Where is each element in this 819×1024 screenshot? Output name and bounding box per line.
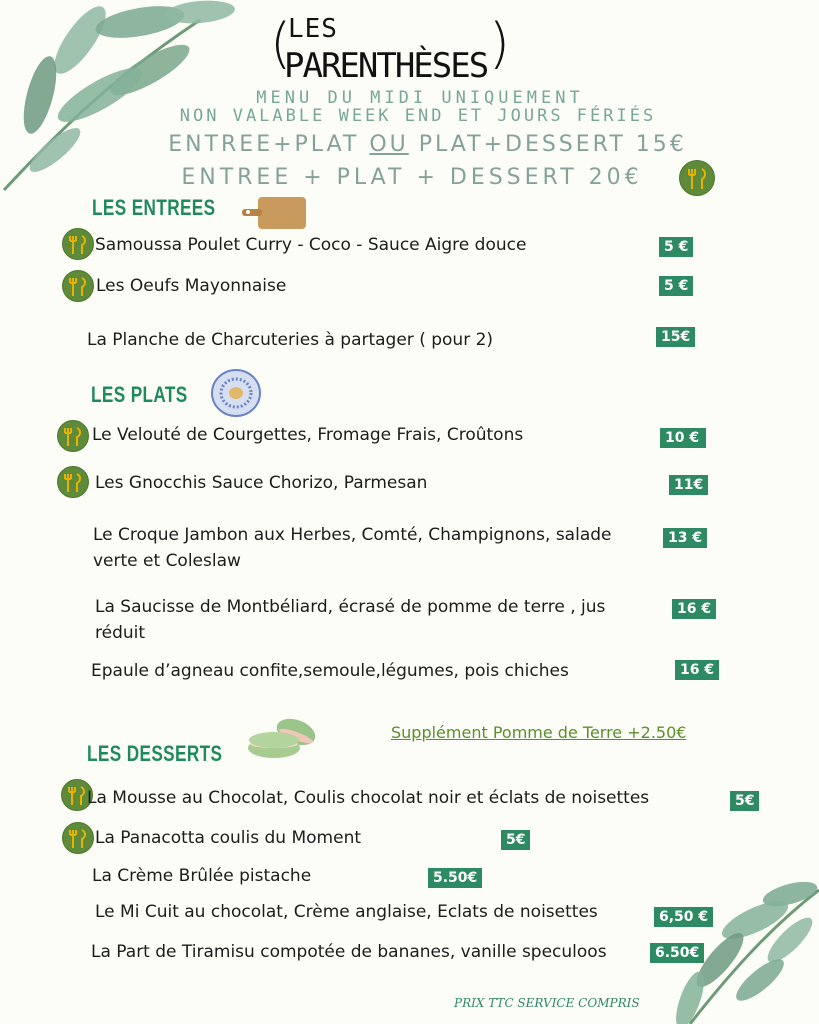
offer-15-part2: PLAT+DESSERT 15€	[408, 132, 687, 157]
price-badge: 5 €	[659, 276, 693, 296]
menu-item: Samoussa Poulet Curry - Coco - Sauce Aigre douce	[95, 235, 527, 255]
menu-item-line2: verte et Coleslaw	[93, 551, 241, 571]
restaurant-logo	[272, 14, 512, 84]
subtitle-not-valid: NON VALABLE WEEK END ET JOURS FÉRIÉS	[179, 106, 657, 126]
price-badge: 13 €	[663, 528, 707, 548]
logo-les: LES	[288, 14, 338, 44]
price-badge: 5.50€	[428, 868, 482, 888]
offer-15	[0, 132, 819, 157]
vegetarian-icon	[62, 228, 94, 260]
vegetarian-icon	[57, 420, 89, 452]
vegetarian-icon	[62, 822, 94, 854]
menu-item: La Panacotta coulis du Moment	[95, 828, 362, 848]
vegetarian-icon	[679, 160, 715, 196]
price-badge: 5 €	[659, 237, 693, 257]
menu-item: La Part de Tiramisu compotée de bananes, vanille speculoos	[91, 942, 607, 962]
offer-15-part1: ENTREE+PLAT	[168, 132, 370, 157]
logo-paren-right: )	[488, 12, 510, 75]
macaron-icon	[246, 714, 320, 766]
menu-item: La Planche de Charcuteries à partager ( pour 2)	[87, 330, 494, 350]
menu-item: Les Oeufs Mayonnaise	[96, 276, 287, 296]
price-badge: 16 €	[675, 660, 719, 680]
price-badge: 5€	[501, 830, 530, 850]
offer-20: ENTREE + PLAT + DESSERT 20€	[181, 165, 643, 190]
plate-icon	[211, 369, 261, 417]
price-badge: 6,50 €	[654, 907, 713, 927]
logo-name: PARENTHÈSES	[284, 46, 488, 86]
cutting-board-icon	[242, 193, 308, 231]
price-badge: 6.50€	[650, 943, 704, 963]
menu-item-line2: réduit	[95, 623, 146, 643]
menu-item-line1: La Saucisse de Montbéliard, écrasé de pomme de terre , jus	[95, 597, 606, 617]
section-title-entrees: LES ENTREES	[92, 195, 216, 220]
footer-note: PRIX TTC SERVICE COMPRIS	[454, 996, 640, 1010]
menu-item: Le Velouté de Courgettes, Fromage Frais, Croûtons	[92, 425, 524, 445]
logo-paren-left: (	[270, 12, 292, 75]
price-badge: 5€	[730, 791, 759, 811]
price-badge: 11€	[669, 475, 708, 495]
menu-item-line1: Le Croque Jambon aux Herbes, Comté, Champignons, salade	[93, 525, 612, 545]
subtitle-lunch-only: MENU DU MIDI UNIQUEMENT	[256, 88, 584, 108]
price-badge: 16 €	[672, 599, 716, 619]
menu-item: Les Gnocchis Sauce Chorizo, Parmesan	[95, 473, 428, 493]
price-badge: 10 €	[660, 428, 706, 448]
menu-item: La Mousse au Chocolat, Coulis chocolat noir et éclats de noisettes	[87, 788, 650, 808]
supplement-link[interactable]: Supplément Pomme de Terre +2.50€	[391, 723, 687, 742]
menu-item: La Crème Brûlée pistache	[92, 866, 312, 886]
section-title-desserts: LES DESSERTS	[87, 741, 223, 766]
vegetarian-icon	[62, 270, 94, 302]
menu-item: Le Mi Cuit au chocolat, Crème anglaise, Eclats de noisettes	[95, 902, 598, 922]
menu-item: Epaule d’agneau confite,semoule,légumes, pois chiches	[91, 661, 569, 681]
section-title-plats: LES PLATS	[91, 382, 188, 407]
vegetarian-icon	[57, 466, 89, 498]
offer-15-or: OU	[369, 132, 409, 157]
price-badge: 15€	[656, 327, 695, 347]
